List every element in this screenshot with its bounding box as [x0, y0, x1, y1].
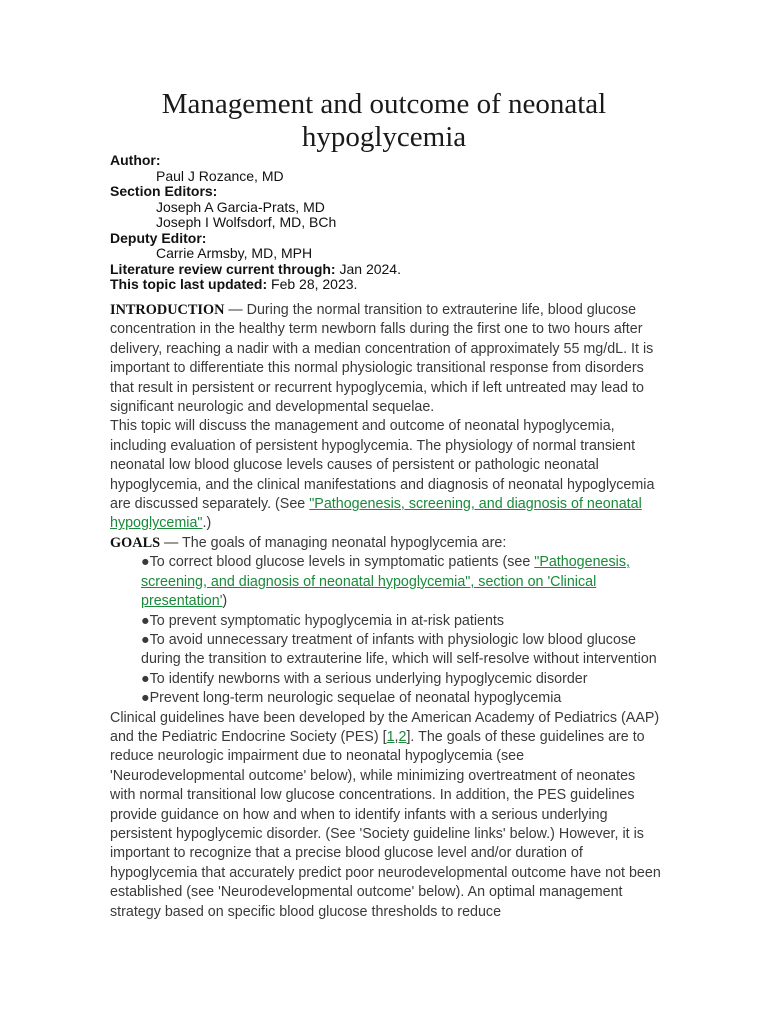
deputy-editor-label: Deputy Editor:	[110, 229, 207, 246]
topic-scope-end: .)	[202, 515, 212, 532]
reference-separator: ,	[394, 728, 399, 745]
reference-link-2[interactable]: 2	[398, 728, 407, 745]
list-item: ●To prevent symptomatic hypoglycemia in at-risk patients	[141, 612, 505, 629]
last-updated-label: This topic last updated:	[110, 276, 268, 292]
guidelines-text-end: ]. The goals of these guidelines are to reduce neurologic impairment due to neonatal hypoglycemia (see 'Neurodevelopmental outcome' below), while minimizing overtreatment of neonates with normal transitional low glucose concentrations. In addition, the PES guidelines provide guidance on how and when to identify infants with a serious underlying persistent hypoglycemic disorder. (See 'Society guideline links' below.) However, it is important to recognize that a precise blood glucose level and/or duration of hypoglycemia that accurately predict poor neurodevelopmental outcome have not been established (see 'Neurodevelopmental outcome' below). An optimal management strategy based on specific blood glucose thresholds to reduce	[110, 728, 661, 920]
goals-paragraph	[110, 534, 662, 553]
list-item: ●To avoid unnecessary treatment of infants with physiologic low blood glucose during the transition to extrauterine life, which will self-resolve without intervention	[141, 631, 657, 668]
author-label: Author:	[110, 152, 161, 168]
literature-review-label: Literature review current through:	[110, 260, 336, 277]
list-item-end: )	[222, 593, 228, 610]
list-item	[141, 553, 662, 611]
topic-scope-text: This topic will discuss the management and outcome of neonatal hypoglycemia, including evaluation of persistent hypoglycemia. The physiology of normal transient neonatal low blood glucose levels causes of persistent or pathologic neonatal hypoglycemia, and the clinical manifestations and diagnosis of neonatal hypoglycemia are discussed separately. (See	[110, 418, 655, 513]
literature-review-line	[110, 262, 670, 278]
list-item: ●To identify newborns with a serious underlying hypoglycemic disorder	[141, 670, 588, 687]
list-item: ●Prevent long-term neurologic sequelae of neonatal hypoglycemia	[141, 690, 562, 707]
section-editors-label: Section Editors:	[110, 183, 218, 199]
goals-heading: GOALS	[110, 534, 161, 551]
page-title: Management and outcome of neonatal hypoglycemia	[161, 88, 607, 153]
guidelines-text: Clinical guidelines have been developed by the American Academy of Pediatrics (AAP) and the Pediatric Endocrine Society (PES) [	[110, 709, 660, 745]
last-updated-value: Feb 28, 2023.	[267, 276, 358, 292]
reference-link-1[interactable]: 1	[386, 728, 395, 745]
deputy-editor-name: Carrie Armsby, MD, MPH	[156, 245, 313, 261]
goals-intro: — The goals of managing neonatal hypoglycemia are:	[160, 534, 507, 551]
goals-list	[110, 553, 662, 708]
topic-scope-paragraph	[110, 417, 662, 533]
literature-review-value: Jan 2024.	[335, 260, 401, 277]
article-body	[110, 301, 662, 922]
author-name: Paul J Rozance, MD	[156, 167, 284, 184]
pathogenesis-link[interactable]: "Pathogenesis, screening, and diagnosis of neonatal hypoglycemia"	[110, 496, 642, 532]
list-item-text: ●To correct blood glucose levels in symptomatic patients (see	[141, 554, 535, 571]
section-editor-name: Joseph A Garcia-Prats, MD	[156, 198, 325, 215]
last-updated-line	[110, 277, 670, 293]
article-metadata	[110, 153, 670, 293]
clinical-presentation-link[interactable]: "Pathogenesis, screening, and diagnosis of neonatal hypoglycemia", section on 'Clinical presentation'	[141, 554, 630, 610]
introduction-paragraph	[110, 301, 662, 417]
guidelines-paragraph	[110, 709, 662, 922]
section-editor-name: Joseph I Wolfsdorf, MD, BCh	[156, 214, 337, 230]
introduction-text: — During the normal transition to extrauterine life, blood glucose concentration in the healthy term newborn falls during the first one to two hours after delivery, reaching a nadir with a median concentration of approximately 55 mg/dL. It is important to differentiate this normal physiologic transitional response from disorders that result in persistent or recurrent hypoglycemia, which if left untreated may lead to significant neurologic and developmental sequelae.	[110, 302, 654, 416]
introduction-heading: INTRODUCTION	[110, 302, 225, 318]
